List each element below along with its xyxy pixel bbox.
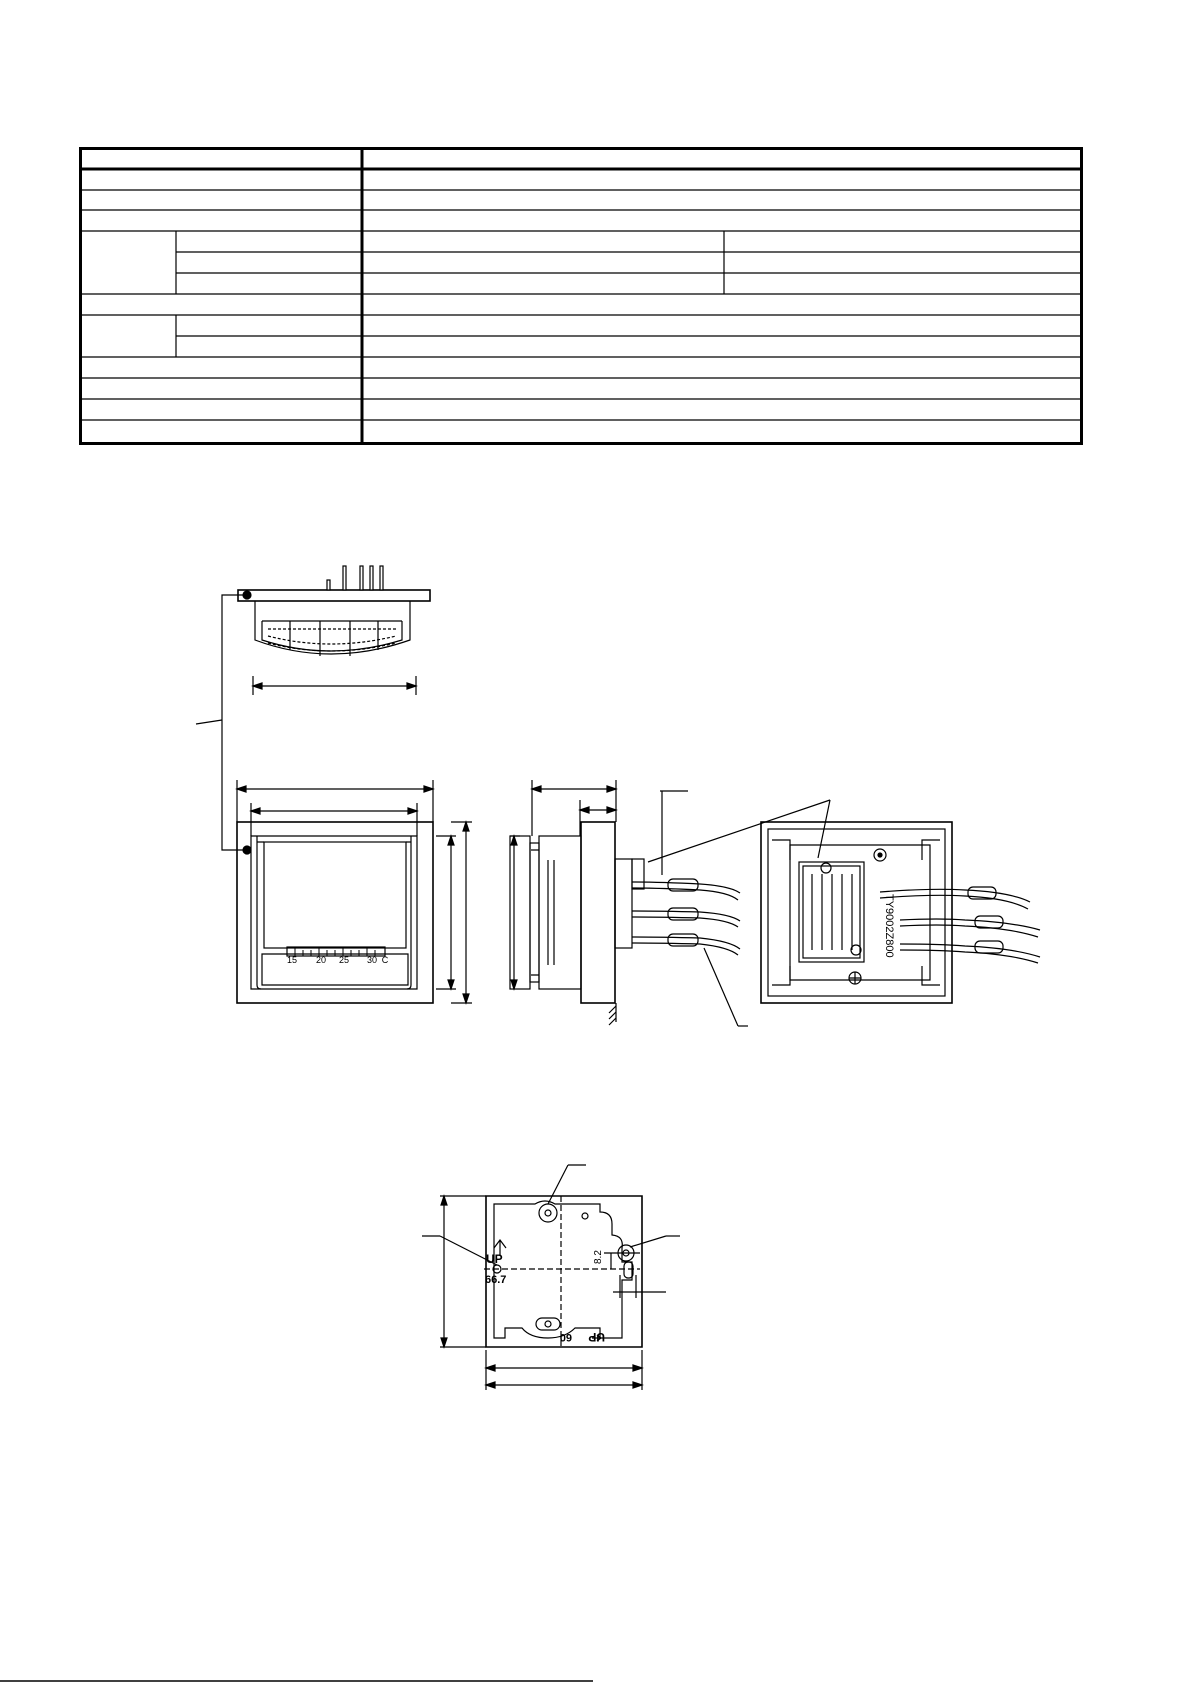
- part-number-label: TY9002Z800: [883, 894, 895, 958]
- scale-label-15: 15: [286, 955, 298, 965]
- leader-line: [196, 595, 251, 854]
- dim-8-2-label: 8.2: [593, 1250, 604, 1264]
- up-label-bottom: UP: [588, 1330, 605, 1344]
- dim-66-7-label: 66.7: [485, 1274, 507, 1286]
- scale-label-20: 20: [315, 955, 327, 965]
- rear-view: [648, 800, 1040, 1003]
- front-view: [237, 780, 472, 1003]
- scale-label-25: 25: [338, 955, 350, 965]
- dim-60-label: 60: [559, 1331, 572, 1343]
- scale-label-30: 30: [366, 955, 378, 965]
- up-label-left: UP: [486, 1252, 503, 1266]
- scale-label-unit: C: [381, 955, 389, 965]
- mounting-plate-view: [422, 1165, 680, 1390]
- side-view: [510, 780, 748, 1026]
- top-view: [238, 566, 430, 695]
